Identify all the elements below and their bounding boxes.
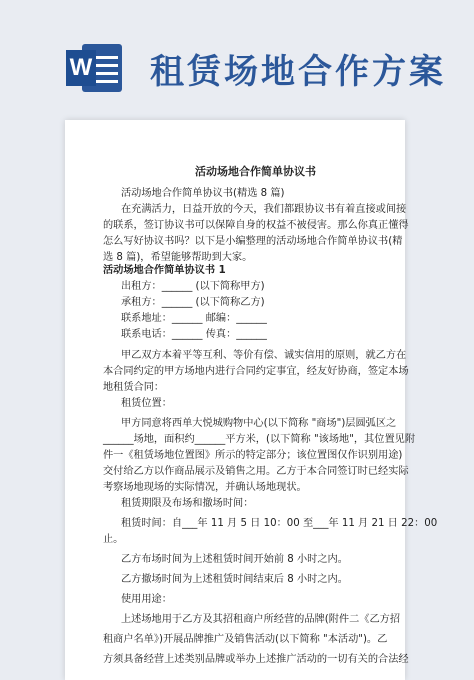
doc-line: 考察场地现场的实际情况，并确认场地现状。 (103, 482, 307, 493)
document-title: 活动场地合作简单协议书 (195, 165, 316, 178)
doc-line: 租赁位置： (121, 398, 172, 409)
doc-line: 出租方：______ (以下简称甲方) (121, 281, 265, 292)
doc-line: 件一《租赁场地位置图》所示的特定部分；该位置图仅作识别用途) (103, 450, 403, 461)
document-banner (0, 0, 474, 110)
doc-line: 在充满活力，日益开放的今天，我们都跟协议书有着直接或间接 (121, 204, 407, 215)
doc-line: 止。 (103, 534, 124, 545)
doc-line: 乙方撤场时间为上述租赁时间结束后 8 小时之内。 (121, 574, 348, 585)
section-heading: 活动场地合作简单协议书 1 (103, 265, 226, 276)
doc-line: 活动场地合作简单协议书(精选 8 篇) (121, 188, 285, 199)
doc-line: 租商户名单》)开展品牌推广及销售活动(以下简称 "本活动")。乙 (103, 634, 388, 645)
doc-line: 方须具备经营上述类别品牌或举办上述推广活动的一切有关的合法经 (103, 654, 409, 665)
doc-line: 使用用途： (121, 594, 172, 605)
doc-line: 地租赁合同： (103, 382, 165, 393)
doc-line: 乙方布场时间为上述租赁时间开始前 8 小时之内。 (121, 554, 348, 565)
doc-line: 上述场地用于乙方及其招租商户所经营的品牌(附件二《乙方招 (121, 614, 401, 625)
word-document-icon (66, 40, 122, 96)
doc-line: 甲乙双方本着平等互利、等价有偿、诚实信用的原则，就乙方在 (121, 350, 407, 361)
doc-line: ______场地，面积约______平方米，(以下简称 "该场地"，其位置见附 (103, 434, 416, 445)
banner-title: 租赁场地合作方案 (150, 52, 446, 92)
doc-line: 甲方同意将西单大悦城购物中心(以下简称 "商场")层圆弧区之 (121, 418, 397, 429)
doc-line: 租赁期限及布场和撤场时间： (121, 498, 254, 509)
doc-line: 承租方：______ (以下简称乙方) (121, 297, 265, 308)
word-icon-letter: W (66, 50, 96, 86)
doc-line: 本合同约定的甲方场地内进行合同约定事宜，经友好协商，签定本场 (103, 366, 409, 377)
doc-line: 租赁时间：自___年 11 月 5 日 10：00 至___年 11 月 21 日 22：00 (121, 518, 438, 529)
doc-line: 怎么写好协议书吗？以下是小编整理的活动场地合作简单协议书(精 (103, 236, 403, 247)
doc-line: 交付给乙方以作商品展示及销售之用。乙方于本合同签订时已经实际 (103, 466, 409, 477)
document-page (65, 120, 438, 680)
doc-line: 联系地址：______ 邮编：______ (121, 313, 267, 324)
doc-line: 选 8 篇)，希望能够帮助到大家。 (103, 252, 253, 263)
doc-line: 的联系，签订协议书可以保障自身的权益不被侵害。那么你真正懂得 (103, 220, 409, 231)
doc-line: 联系电话：______ 传真：______ (121, 329, 267, 340)
